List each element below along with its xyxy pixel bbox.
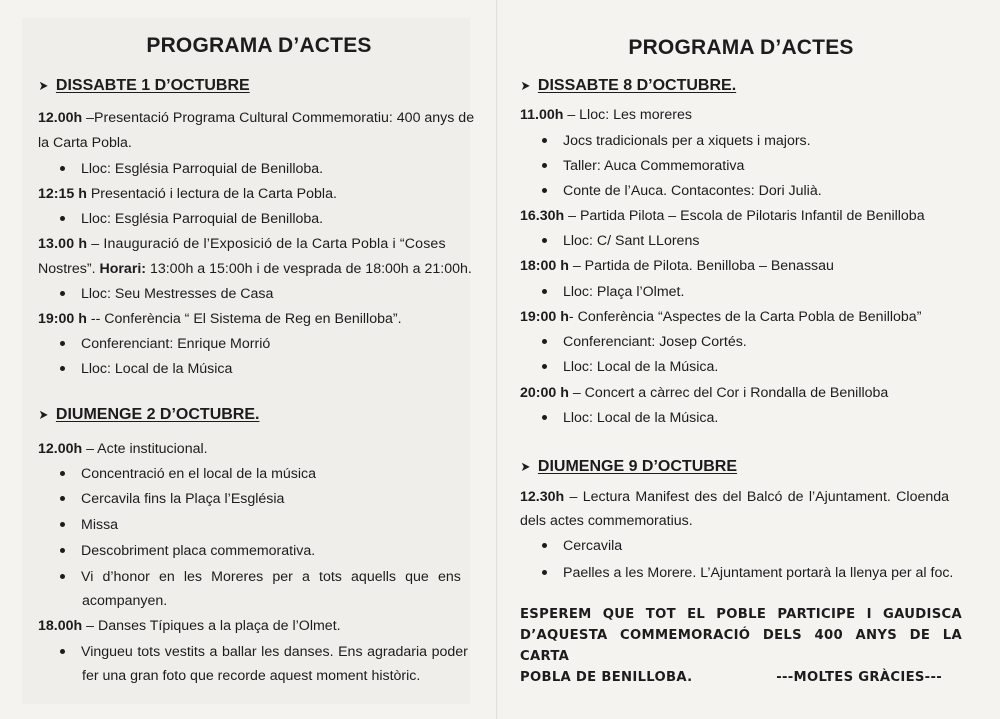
list-item: Missa	[60, 513, 478, 538]
bullet-icon	[60, 649, 65, 654]
list-item: Conferenciant: Enrique Morrió	[60, 332, 478, 357]
list-item: Lloc: Local de la Música.	[542, 406, 960, 431]
event-line: 20:00 h – Concert a càrrec del Cor i Rondalla de Benilloba	[520, 385, 889, 401]
list-item: Vingueu tots vestits a ballar les danses. Ens agradaria poder	[60, 640, 478, 665]
bullet-icon	[60, 216, 65, 221]
event-line: 11.00h – Lloc: Les moreres	[520, 107, 692, 123]
bullet-icon	[542, 163, 547, 168]
bullet-icon	[542, 138, 547, 143]
bullet-icon	[542, 238, 547, 243]
list-item: Conferenciant: Josep Cortés.	[542, 330, 960, 355]
event-line: 13.00 h – Inauguració de l’Exposició de la Carta Pobla i “Coses	[38, 236, 446, 252]
arrow-icon: ➤	[38, 78, 49, 93]
bullet-icon	[60, 341, 65, 346]
bullet-icon	[60, 574, 65, 579]
list-item: Lloc: Església Parroquial de Benilloba.	[60, 207, 478, 232]
list-item: Cercavila fins la Plaça l’Església	[60, 487, 478, 512]
event-line: la Carta Pobla.	[38, 135, 132, 151]
arrow-icon: ➤	[520, 78, 531, 93]
bullet-icon	[60, 366, 65, 371]
list-item: Lloc: Local de la Música.	[542, 355, 960, 380]
event-line: 19:00 h- Conferència “Aspectes de la Carta Pobla de Benilloba”	[520, 309, 922, 325]
bullet-icon	[60, 522, 65, 527]
page-title: PROGRAMA D’ACTES	[146, 34, 372, 57]
arrow-icon: ➤	[520, 459, 531, 474]
list-item: Jocs tradicionals per a xiquets i majors.	[542, 129, 960, 154]
day-heading: ➤ DISSABTE 8 D’OCTUBRE.	[520, 77, 737, 94]
day-heading: ➤ DISSABTE 1 D’OCTUBRE	[38, 77, 250, 94]
bullet-icon	[542, 570, 547, 575]
event-line: 19:00 h -- Conferència “ El Sistema de Reg en Benilloba”.	[38, 311, 402, 327]
event-line: Nostres”. Horari: 13:00h a 15:00h i de vesprada de 18:00h a 21:00h.	[38, 261, 472, 277]
event-line: dels actes commemoratius.	[520, 513, 693, 529]
arrow-icon: ➤	[38, 407, 49, 422]
day-heading: ➤ DIUMENGE 2 D’OCTUBRE.	[38, 406, 260, 423]
thanks-text: ---MOLTES GRÀCIES---	[776, 670, 942, 685]
bullet-icon	[542, 364, 547, 369]
bullet-icon	[60, 166, 65, 171]
bullet-icon	[60, 496, 65, 501]
bullet-icon	[542, 188, 547, 193]
bullet-icon	[542, 339, 547, 344]
bullet-icon	[60, 471, 65, 476]
list-item: Paelles a les Morere. L’Ajuntament portarà la llenya per al foc.	[542, 561, 960, 586]
list-item: Taller: Auca Commemorativa	[542, 154, 960, 179]
event-line: 12:15 h Presentació i lectura de la Carta Pobla.	[38, 186, 337, 202]
list-item: Lloc: Plaça l’Olmet.	[542, 280, 960, 305]
event-line: 12.00h –Presentació Programa Cultural Commemoratiu: 400 anys de	[38, 110, 475, 126]
page-fold	[496, 0, 498, 719]
bullet-icon	[542, 415, 547, 420]
list-item: Vi d’honor en les Moreres per a tots aquells que ens	[60, 565, 478, 590]
event-line: 12.00h – Acte institucional.	[38, 441, 208, 457]
bullet-icon	[542, 543, 547, 548]
bullet-icon	[60, 548, 65, 553]
list-item: Lloc: Local de la Música	[60, 357, 478, 382]
list-item: Lloc: C/ Sant LLorens	[542, 229, 960, 254]
list-item: Lloc: Església Parroquial de Benilloba.	[60, 157, 478, 182]
closing-message: ESPEREM QUE TOT EL POBLE PARTICIPE I GAUDISCA D’AQUESTA COMMEMORACIÓ DELS 400 ANYS DE LA CARTA POBLA DE BENILLOBA. ---MOLTES GRÀCIES---	[520, 604, 962, 688]
list-item: Descobriment placa commemorativa.	[60, 539, 478, 564]
page-title: PROGRAMA D’ACTES	[628, 36, 854, 59]
list-item: Concentració en el local de la música	[60, 462, 478, 487]
list-item-continuation: fer una gran foto que recorde aquest moment històric.	[82, 668, 421, 684]
event-line: 18:00 h – Partida de Pilota. Benilloba – Benassau	[520, 258, 834, 274]
event-line: 16.30h – Partida Pilota – Escola de Pilotaris Infantil de Benilloba	[520, 208, 925, 224]
list-item: Lloc: Seu Mestresses de Casa	[60, 282, 478, 307]
bullet-icon	[60, 291, 65, 296]
day-heading: ➤ DIUMENGE 9 D’OCTUBRE	[520, 458, 738, 475]
list-item: Cercavila	[542, 534, 960, 559]
bullet-icon	[542, 289, 547, 294]
event-line: 18.00h – Danses Típiques a la plaça de l’Olmet.	[38, 618, 341, 634]
event-line: 12.30h – Lectura Manifest des del Balcó de l’Ajuntament. Cloenda	[520, 489, 950, 505]
list-item: Conte de l’Auca. Contacontes: Dori Julià.	[542, 179, 960, 204]
list-item-continuation: acompanyen.	[82, 593, 168, 609]
